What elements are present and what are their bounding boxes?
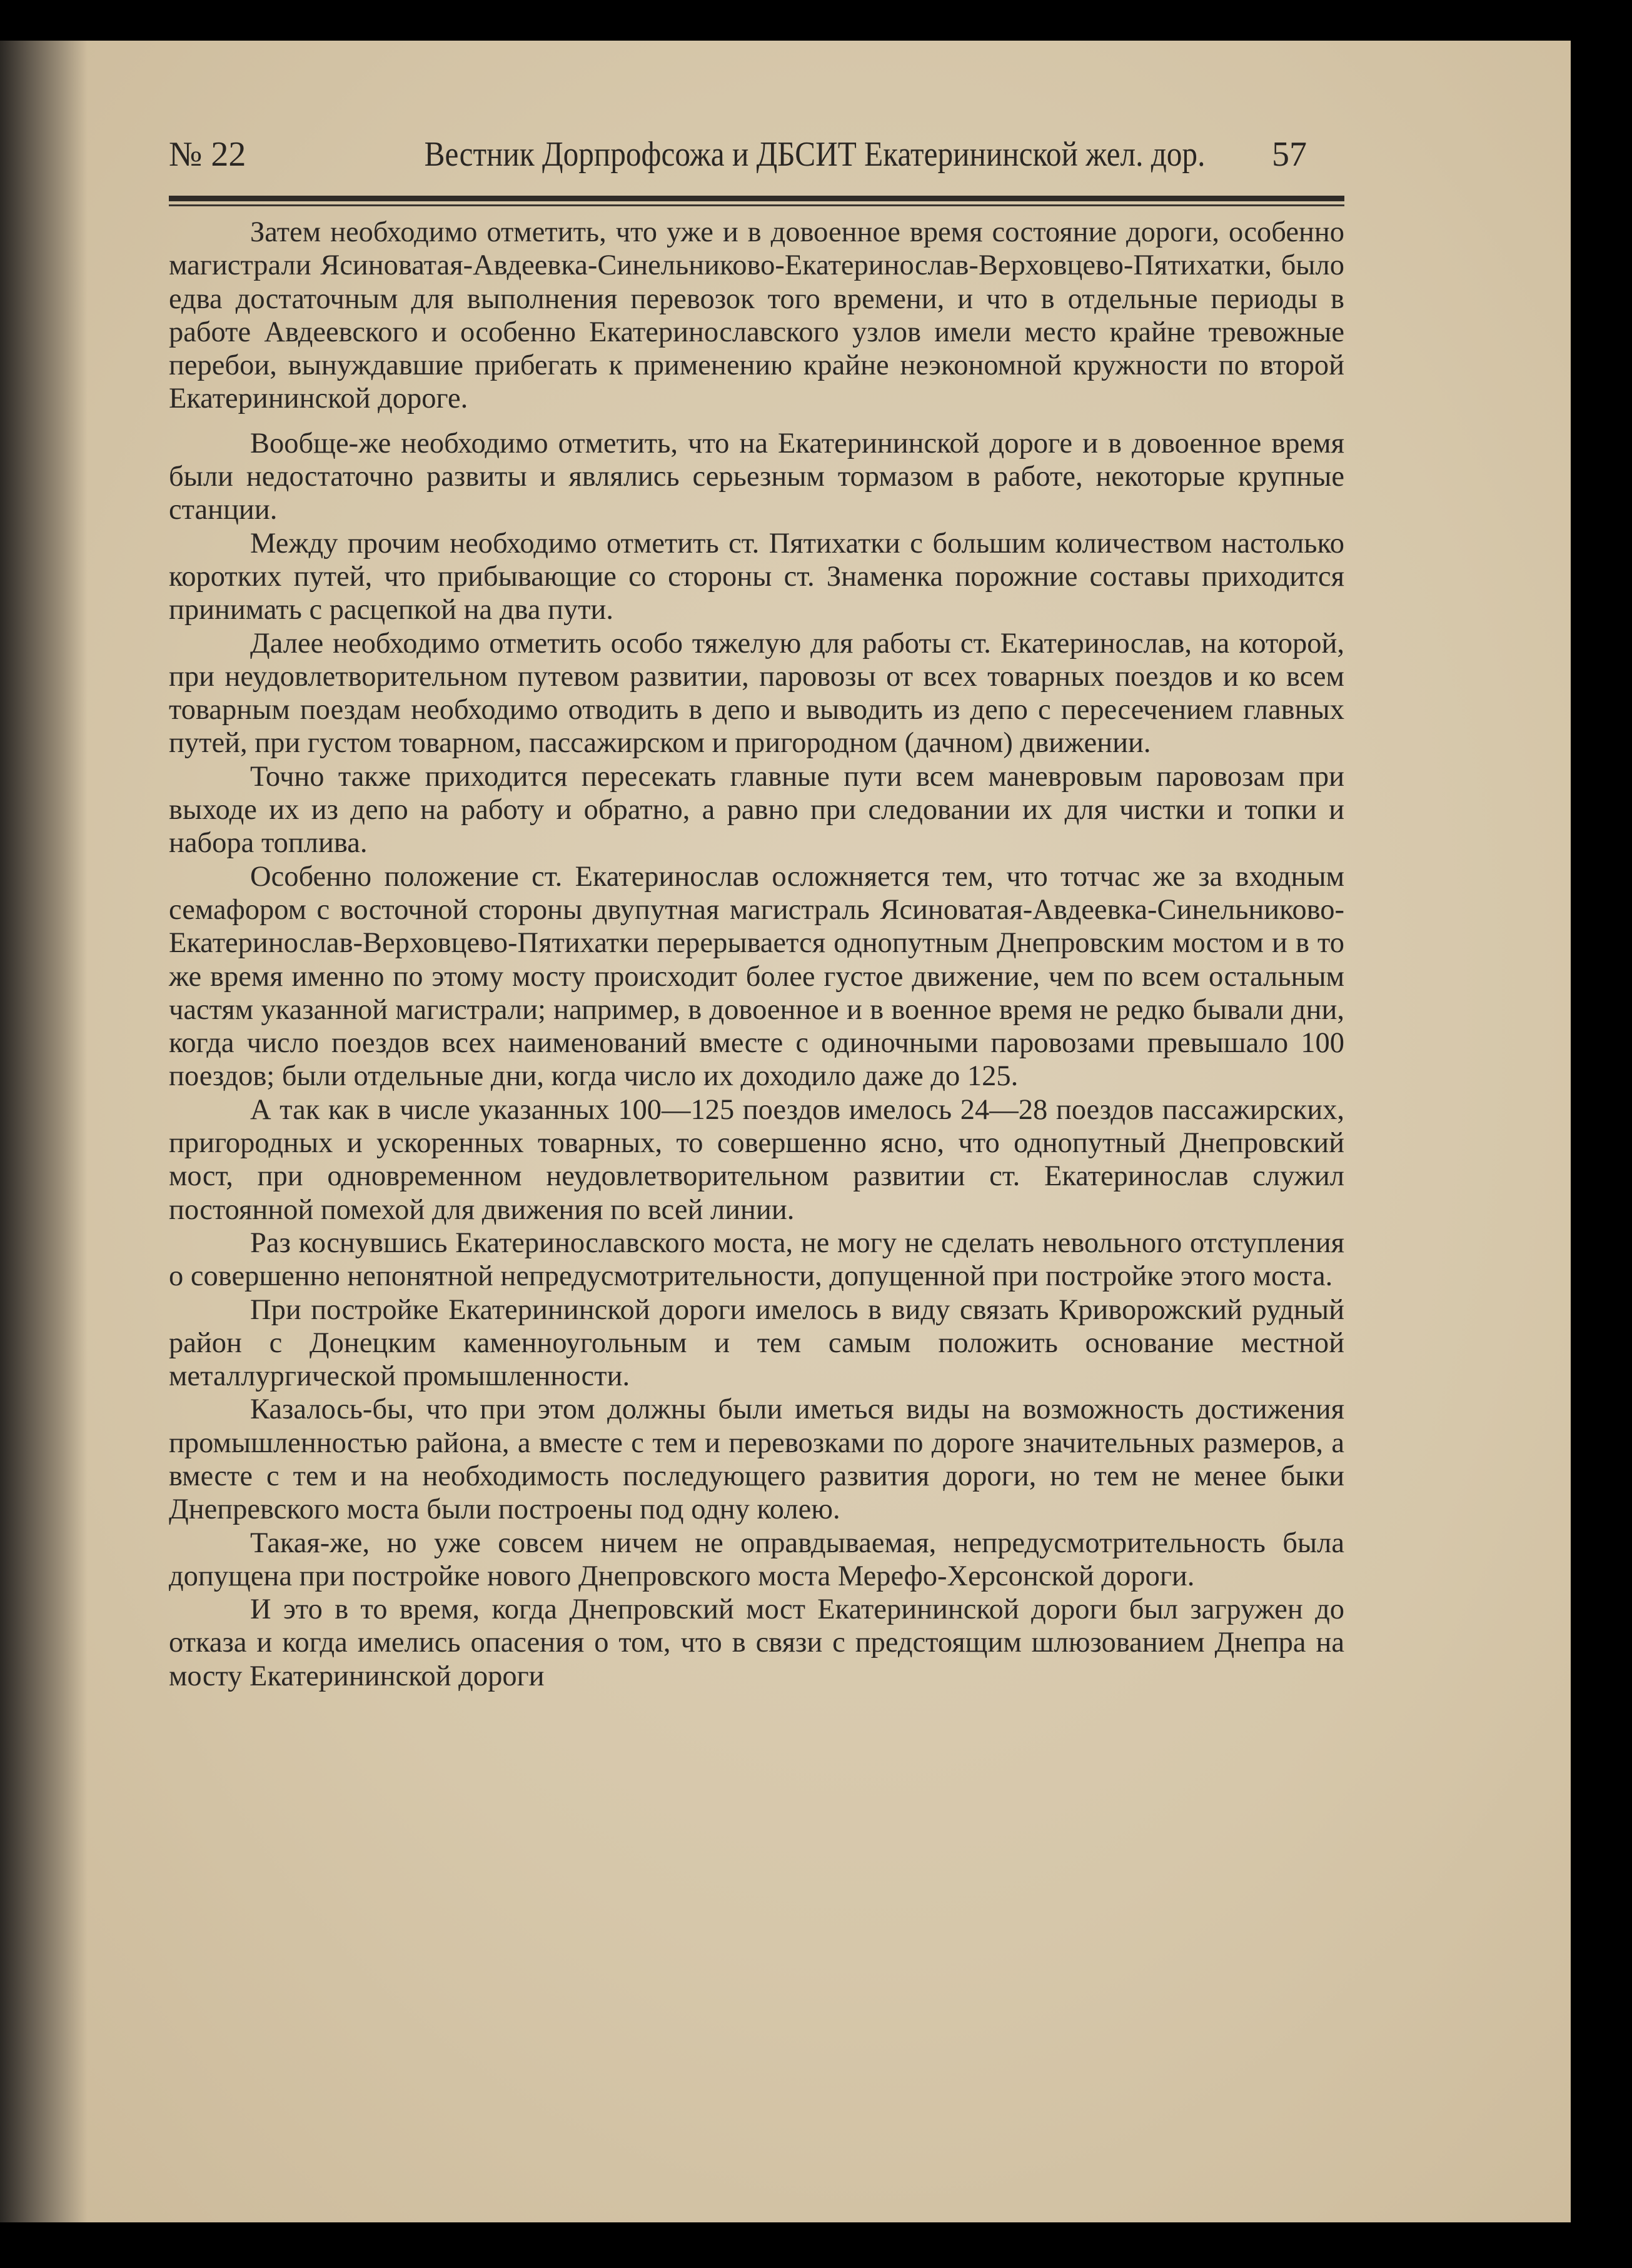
header-rule-thick [169,196,1344,201]
paragraph: И это в то время, когда Днепровский мост Екатерининской дороги был загружен до отказа и когда имелись опасения о том, что в связи с предстоящим шлюзованием Днепра на мосту Екатерининской дороги [169,1593,1344,1692]
book-spine-shadow [0,41,88,2222]
paragraph: Такая-же, но уже совсем ничем не оправдываемая, непредусмотрительность была допущена при постройке нового Днепровского моста Мерефо-Херсонской дороги. [169,1527,1344,1592]
paragraph: Затем необходимо отметить, что уже и в довоенное время состояние дороги, особенно магистрали Ясиноватая-Авдеевка-Синельниково-Екатеринослав-Верховцево-Пятихатки, было едва достаточным для выполнения перевозок того времени, и что в отдельные периоды в работе Авдеевского и особенно Екатеринославского узлов имели место крайне тревожные перебои, вынуждавшие прибегать к применению крайне неэкономной кружности по второй Екатерининской дороге. [169,216,1344,415]
paragraph: Раз коснувшись Екатеринославского моста, не могу не сделать невольного отступления о совершенно непонятной непредусмотрительности, допущенной при постройке этого моста. [169,1227,1344,1293]
running-header [169,134,1344,209]
journal-title: Вестник Дорпрофсожа и ДБСИТ Екатерининской жел. дор. [424,135,1206,174]
paragraph: Точно также приходится пересекать главные пути всем маневровым паровозам при выходе их из депо на работу и обратно, а равно при следовании их для чистки и топки и набора топлива. [169,760,1344,860]
book-page [0,41,1571,2222]
paragraph: Особенно положение ст. Екатеринослав осложняется тем, что тотчас же за входным семафором с восточной стороны двупутная магистраль Ясиноватая-Авдеевка-Синельниково-Екатеринослав-Верховцево-Пятихатки перерывается однопутным Днепровским мостом и в то же время именно по этому мосту происходит более густое движение, чем по всем остальным частям указанной магистрали; например, в довоенное и в военное время не редко бывали дни, когда число поездов всех наименований вместе с одиночными паровозами превышало 100 поездов; были отдельные дни, когда число их доходило даже до 125. [169,860,1344,1093]
article-body [169,216,1344,1693]
paragraph: Далее необходимо отметить особо тяжелую для работы ст. Екатеринослав, на которой, при неудовлетворительном путевом развитии, паровозы от всех товарных поездов и ко всем товарным поездам необходимо отводить в депо и выводить из депо с пересечением главных путей, при густом товарном, пассажирском и пригородном (дачном) движении. [169,627,1344,760]
paragraph: Вообще-же необходимо отметить, что на Екатерининской дороге и в довоенное время были недостаточно развиты и являлись серьезным тормазом в работе, некоторые крупные станции. [169,427,1344,526]
paragraph: При постройке Екатерининской дороги имелось в виду связать Криворожский рудный район с Донецким каменноугольным и тем самым положить основание местной металлургической промышленности. [169,1293,1344,1393]
paragraph: А так как в числе указанных 100—125 поездов имелось 24—28 поездов пассажирских, пригородных и ускоренных товарных, то совершенно ясно, что однопутный Днепровский мост, при одновременном неудовлетворительном развитии ст. Екатеринослав служил постоянной помехой для движения по всей линии. [169,1093,1344,1226]
paragraph: Между прочим необходимо отметить ст. Пятихатки с большим количеством настолько коротких путей, что прибывающие со стороны ст. Знаменка порожние составы приходится принимать с расцепкой на два пути. [169,527,1344,626]
paragraph: Казалось-бы, что при этом должны были иметься виды на возможность достижения промышленностью района, а вместе с тем и перевозками по дороге значительных размеров, а вместе с тем и на необходимость последующего развития дороги, но тем не менее быки Днепревского моста были построены под одну колею. [169,1393,1344,1526]
page-number: 57 [1272,135,1307,174]
issue-number: № 22 [169,135,246,174]
header-rule-thin [169,204,1344,206]
